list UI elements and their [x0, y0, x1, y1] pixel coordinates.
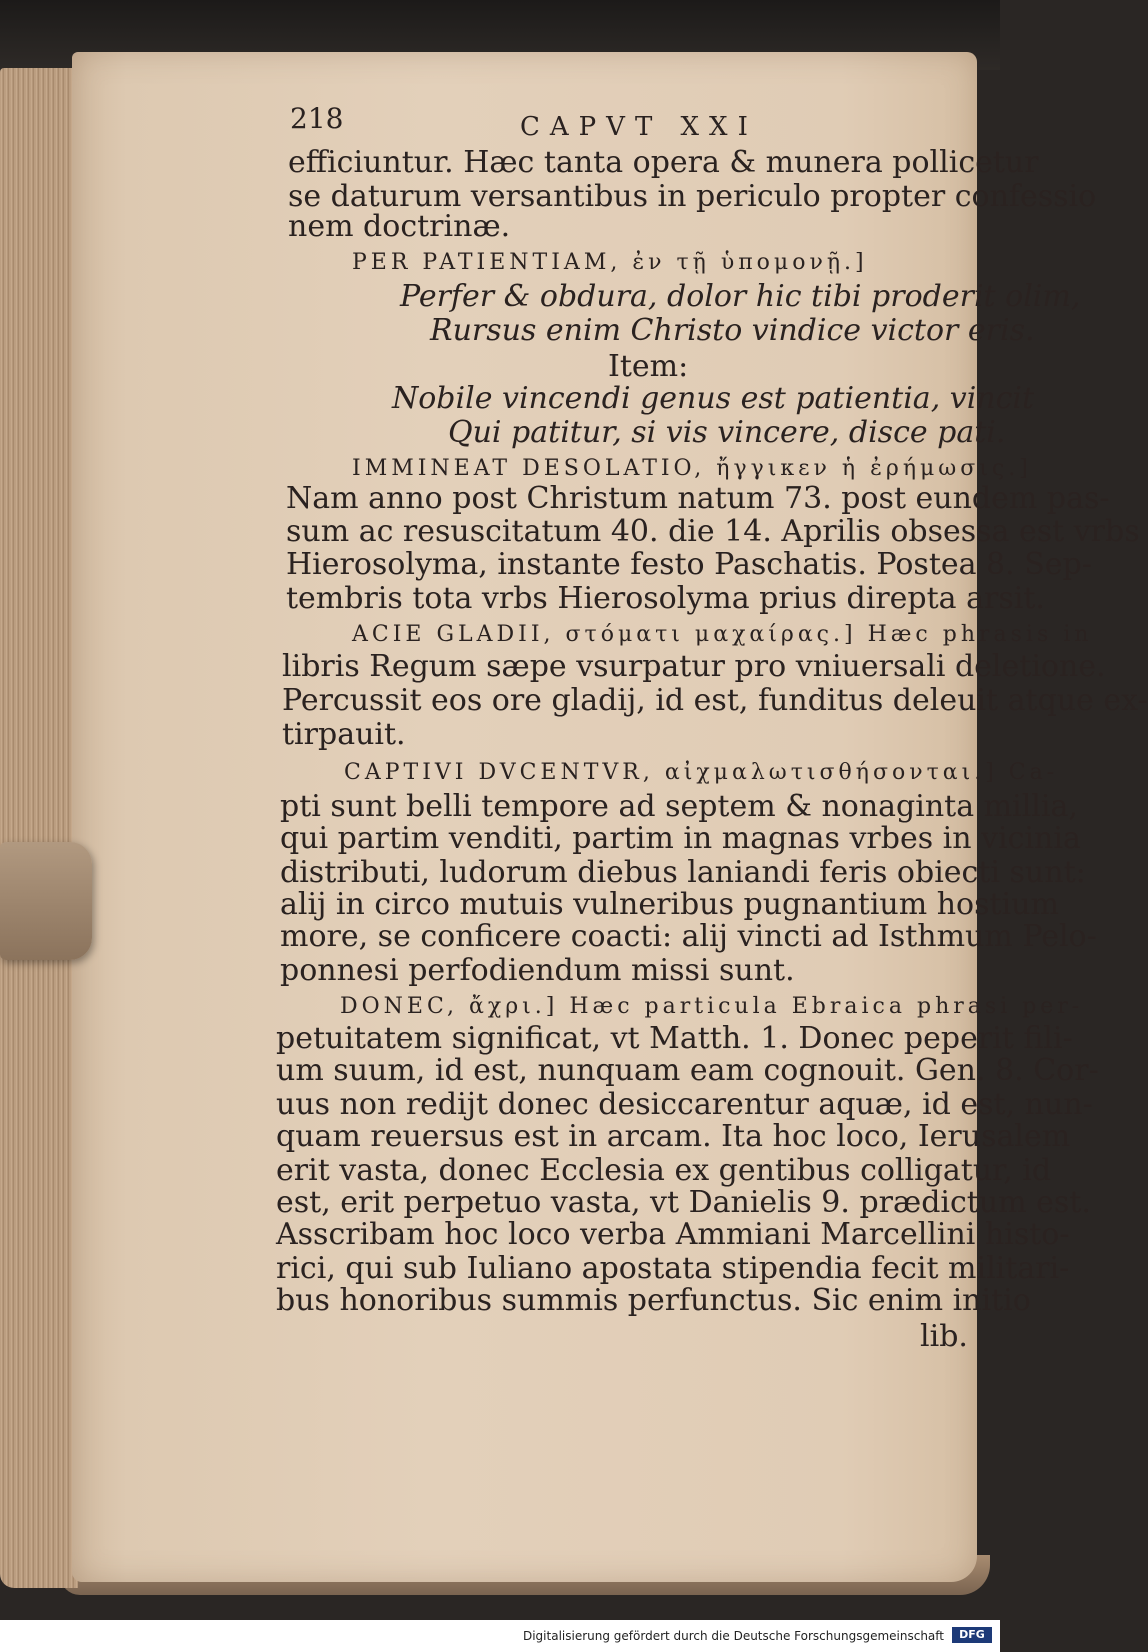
text-line: rici, qui sub Iuliano apostata stipendia fecit militari-	[276, 1251, 1070, 1286]
text-line: efficiuntur. Hæc tanta opera & munera pollicetur	[288, 145, 1039, 180]
catchword: lib.	[920, 1319, 968, 1354]
text-line: quam reuersus est in arcam. Ita hoc loco, Ierusalem	[276, 1119, 1071, 1154]
text-line: libris Regum sæpe vsurpatur pro vniuersali deletione.	[282, 649, 1106, 684]
lemma-heading: PER PATIENTIAM, ἐν τῇ ὑπομονῇ.]	[352, 250, 868, 275]
page-number: 218	[290, 102, 344, 135]
book-fore-edge	[0, 68, 78, 1588]
text-line: nem doctrinæ.	[288, 209, 511, 244]
lemma-heading: CAPTIVI DVCENTVR, αἰχμαλωτισθήσονται.] Ca-	[344, 760, 1059, 785]
text-line: petuitatem significat, vt Matth. 1. Donec peperit fili-	[276, 1021, 1073, 1056]
text-line: Asscribam hoc loco verba Ammiani Marcellini histo-	[276, 1217, 1070, 1252]
text-line: erit vasta, donec Ecclesia ex gentibus colligatur, id	[276, 1153, 1052, 1188]
text-line: uus non redijt donec desiccarentur aquæ, id est, nun-	[276, 1087, 1093, 1122]
text-line: Item:	[608, 349, 689, 384]
text-line: tembris tota vrbs Hierosolyma prius direpta arsit.	[286, 581, 1045, 616]
text-line: Percussit eos ore gladij, id est, funditus deleuit atque ex-	[282, 683, 1148, 718]
text-line: Nam anno post Christum natum 73. post eundem pas-	[286, 481, 1110, 516]
lemma-heading: DONEC, ἄχρι.] Hæc particula Ebraica phrasi per-	[340, 994, 1084, 1019]
text-line: bus honoribus summis perfunctus. Sic enim initio	[276, 1283, 1031, 1318]
text-line: distributi, ludorum diebus laniandi feris obiecti sunt:	[280, 855, 1086, 890]
text-line: est, erit perpetuo vasta, vt Danielis 9. prædictum est.	[276, 1185, 1091, 1220]
verse-line: Qui patitur, si vis vincere, disce pati.	[448, 415, 1006, 450]
text-line: qui partim venditi, partim in magnas vrbes in vicinia	[280, 821, 1081, 856]
text-line: tirpauit.	[282, 717, 406, 752]
text-line: ponnesi perfodiendum missi sunt.	[280, 953, 795, 988]
verse-line: Nobile vincendi genus est patientia, vincit	[392, 381, 1035, 416]
verse-line: Rursus enim Christo vindice victor eris.	[430, 313, 1035, 348]
verse-line: Perfer & obdura, dolor hic tibi proderit olim,	[400, 279, 1081, 314]
text-line: se daturum versantibus in periculo propter confessio	[288, 179, 1097, 214]
text-line: Hierosolyma, instante festo Paschatis. Postea 8. Sep-	[286, 547, 1092, 582]
text-line: pti sunt belli tempore ad septem & nonaginta millia,	[280, 789, 1078, 824]
text-line: sum ac resuscitatum 40. die 14. Aprilis obsessa est vrbs	[286, 514, 1140, 549]
digitization-credit: Digitalisierung gefördert durch die Deutsche Forschungsgemeinschaft	[522, 1629, 944, 1643]
lemma-heading: ACIE GLADII, στόματι μαχαίρας.] Hæc phrasis in	[352, 622, 1093, 647]
running-title: CAPVT XXI	[520, 112, 758, 142]
lemma-heading: IMMINEAT DESOLATIO, ἤγγικεν ἡ ἐρήμωσις.]	[352, 456, 1032, 481]
text-line: more, se conficere coacti: alij vincti ad Isthmum Pelo-	[280, 919, 1097, 954]
dfg-logo[interactable]: DFG	[952, 1627, 992, 1643]
text-line: um suum, id est, nunquam eam cognouit. Gen. 8. Cor-	[276, 1053, 1099, 1088]
text-line: alij in circo mutuis vulneribus pugnantium hostium	[280, 887, 1059, 922]
bookmark-tab	[0, 842, 92, 960]
